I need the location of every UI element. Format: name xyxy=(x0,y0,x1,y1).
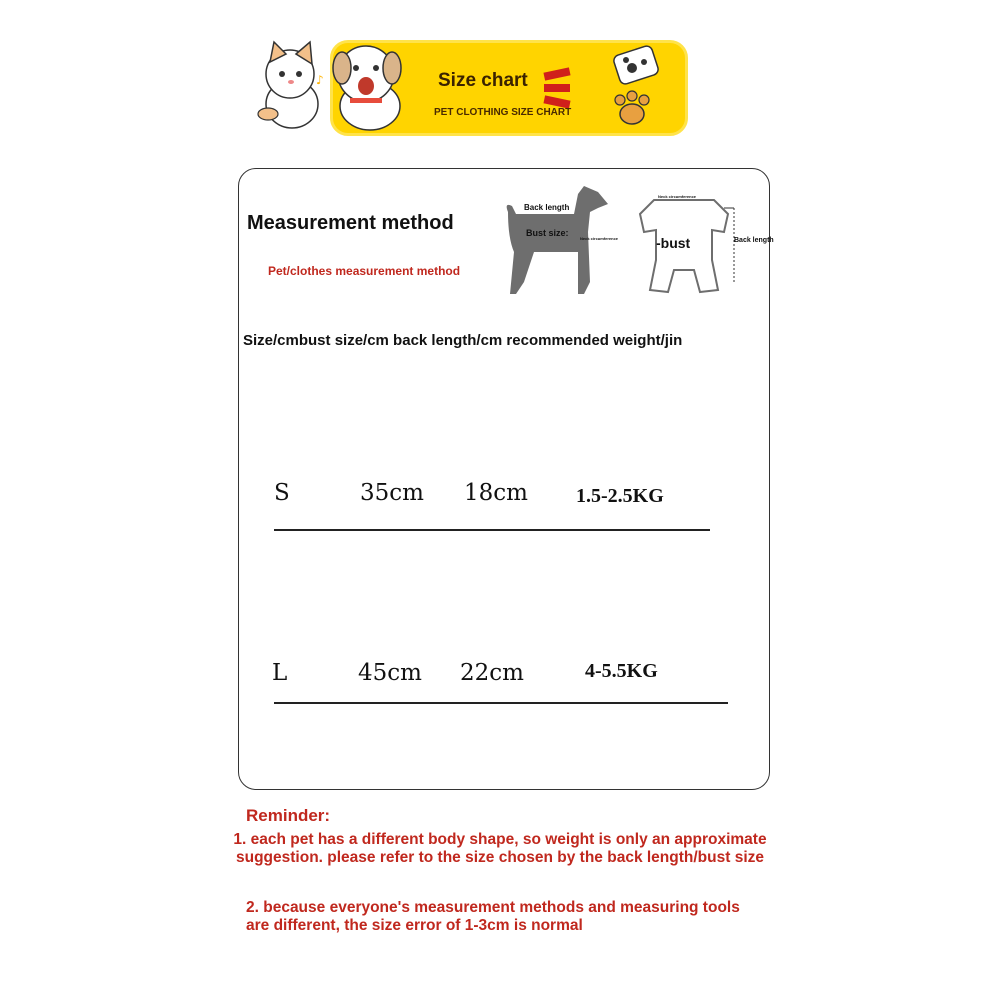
measurement-method-title: Measurement method xyxy=(247,212,454,234)
row-s-bust: 35cm xyxy=(360,480,424,506)
reminder-item-2: 2. because everyone's measurement methods and measuring tools are different, the size error of 1-3cm is normal xyxy=(246,899,740,934)
dog-icon xyxy=(333,46,401,130)
row-l-weight: 4-5.5KG xyxy=(585,660,658,682)
paw-print-icon xyxy=(612,48,662,82)
measurement-method-subtitle: Pet/clothes measurement method xyxy=(268,264,461,278)
banner-subtitle: PET CLOTHING SIZE CHART xyxy=(434,107,572,118)
dog-back-length-label: Back length xyxy=(524,203,570,212)
table-header: Size/cmbust size/cm back length/cm recommended weight/jin xyxy=(243,332,683,349)
row-l-size: L xyxy=(272,660,288,686)
row-s-back: 18cm xyxy=(464,480,528,506)
row-s-size: S xyxy=(274,480,290,506)
shirt-bust-label: -bust xyxy=(656,235,691,251)
row-l-back: 22cm xyxy=(460,660,524,686)
dog-bust-label: Bust size: xyxy=(526,228,569,238)
reminder-item-1: 1. each pet has a different body shape, so weight is only an approximate suggestion. please refer to the size chosen by the back length/bust size xyxy=(233,831,767,866)
row-divider xyxy=(274,702,728,704)
clothes-measurement-diagram xyxy=(624,190,774,300)
banner-title: Size chart xyxy=(438,70,528,91)
row-l-bust: 45cm xyxy=(358,660,422,686)
cat-icon xyxy=(258,42,324,128)
svg-text:♪: ♪ xyxy=(316,73,324,87)
accent-stripes-icon xyxy=(540,68,574,108)
row-s-weight: 1.5-2.5KG xyxy=(576,485,664,507)
paw-icon xyxy=(612,90,652,126)
shirt-back-length-label: Back length xyxy=(734,237,774,244)
dog-measurement-diagram xyxy=(494,182,618,298)
row-divider xyxy=(274,529,710,531)
dog-neck-label: Neck circumference xyxy=(580,236,619,241)
reminder-title: Reminder: xyxy=(246,806,331,825)
shirt-neck-label: Neck circumference xyxy=(658,194,697,199)
cat-and-dog-illustration xyxy=(244,34,424,134)
